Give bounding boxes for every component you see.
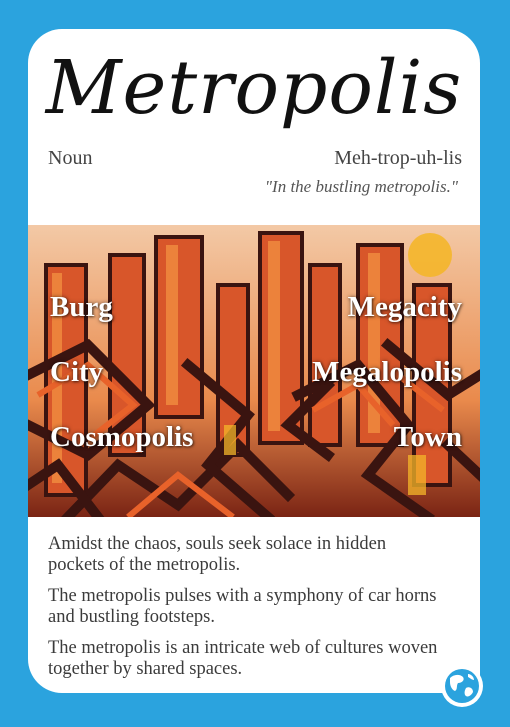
city-painting xyxy=(28,225,480,517)
word-title: Metropolis xyxy=(45,45,463,131)
sentence-3: The metropolis is an intricate web of cultures woven together by shared spaces. xyxy=(48,638,438,679)
example-sentences xyxy=(48,534,440,690)
word-card xyxy=(28,29,480,693)
synonym-city: City xyxy=(50,356,104,388)
sentence-2: The metropolis pulses with a symphony of car horns and bustling footsteps. xyxy=(48,586,437,627)
part-of-speech: Noun xyxy=(48,147,93,169)
globe-icon xyxy=(438,662,486,710)
example-phrase: "In the bustling metropolis." xyxy=(264,177,458,196)
synonym-megacity: Megacity xyxy=(347,291,462,323)
pronunciation: Meh-trop-uh-lis xyxy=(334,147,462,169)
synonym-burg: Burg xyxy=(50,291,113,323)
sentence-1: Amidst the chaos, souls seek solace in hidden pockets of the metropolis. xyxy=(48,534,387,575)
synonym-megalopolis: Megalopolis xyxy=(312,356,462,388)
synonym-town: Town xyxy=(393,421,462,453)
synonym-cosmopolis: Cosmopolis xyxy=(50,421,194,453)
